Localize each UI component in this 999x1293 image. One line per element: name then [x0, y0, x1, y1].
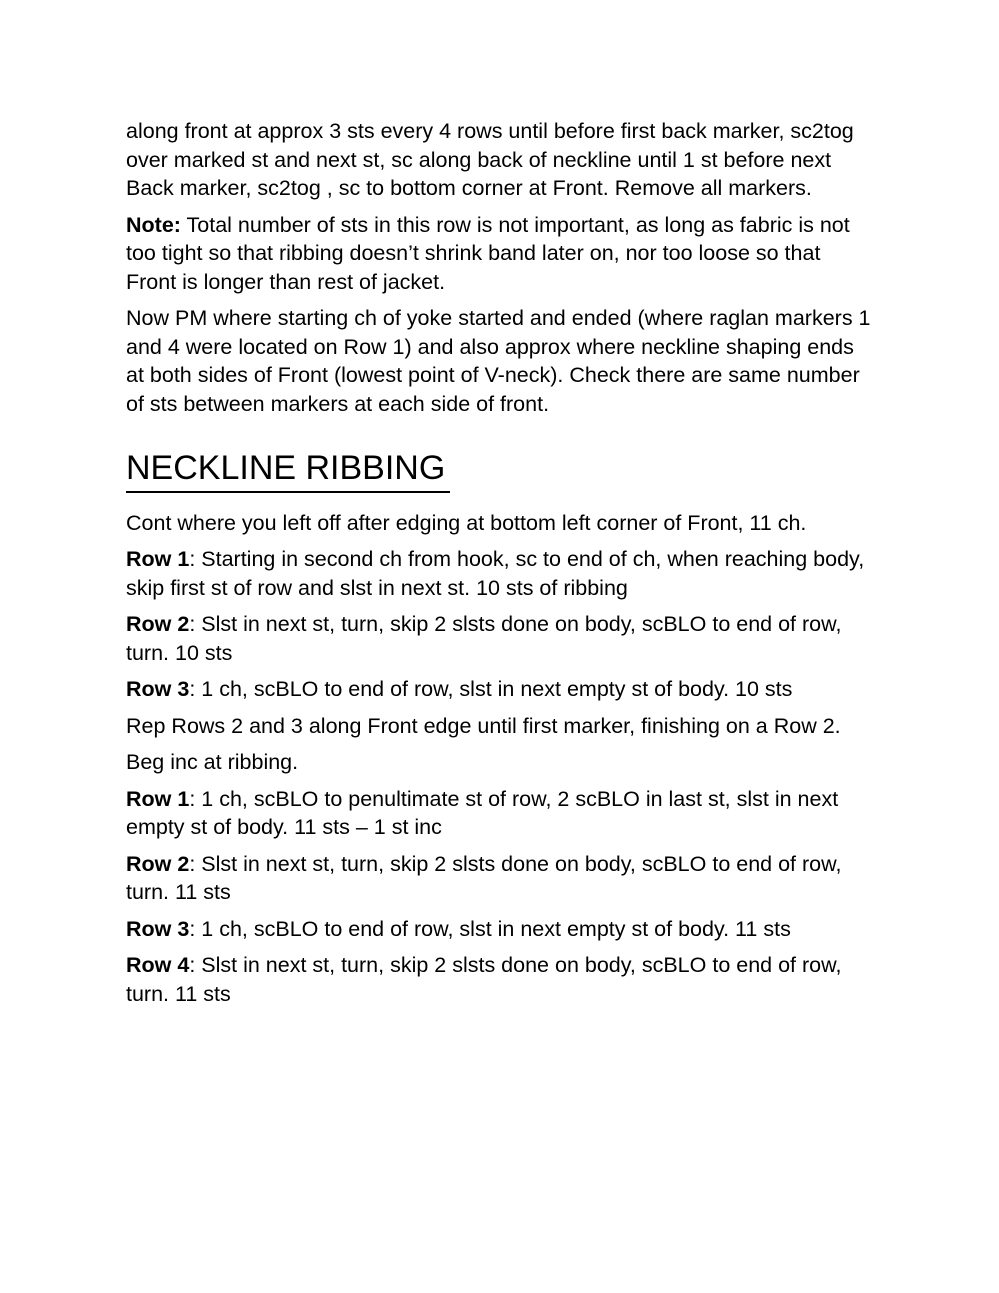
row-instruction [126, 610, 871, 667]
markers-paragraph: Now PM where starting ch of yoke started and ended (where raglan markers 1 and 4 were located on Row 1) and also approx where neckline shaping ends at both sides of Front (lowest point of V-neck). Check there are same number of sts between markers at each side of front. [126, 306, 871, 416]
row-instruction [126, 915, 871, 944]
row-text: : Slst in next st, turn, skip 2 slsts done on body, scBLO to end of row, turn. 11 sts [126, 953, 842, 1006]
intro-paragraph: along front at approx 3 sts every 4 rows until before first back marker, sc2tog over marked st and next st, sc along back of neckline until 1 st before next Back marker, sc2tog , sc to bottom corner at Front. Remove all markers. [126, 119, 854, 200]
row-label: Row 3 [126, 916, 190, 941]
repeat-paragraph: Rep Rows 2 and 3 along Front edge until first marker, finishing on a Row 2. [126, 713, 841, 738]
row-instruction [126, 951, 871, 1008]
row-text: : Slst in next st, turn, skip 2 slsts done on body, scBLO to end of row, turn. 10 sts [126, 612, 842, 665]
row-label: Row 1 [126, 786, 190, 811]
row-text: : 1 ch, scBLO to end of row, slst in next empty st of body. 11 sts [189, 916, 791, 941]
row-label: Row 4 [126, 953, 190, 977]
increase-paragraph: Beg inc at ribbing. [126, 750, 299, 774]
note-label: Note: [126, 212, 181, 237]
row-instruction [126, 545, 871, 602]
row-instruction [126, 785, 871, 842]
row-label: Row 2 [126, 851, 190, 876]
heading-underline [126, 491, 450, 493]
note-text: Total number of sts in this row is not important, as long as fabric is not too tight so that ribbing doesn’t shrink band later on, nor too loose so that Front is longer than rest of jacket. [126, 212, 850, 294]
row-text: : Slst in next st, turn, skip 2 slsts done on body, scBLO to end of row, turn. 11 sts [126, 851, 842, 904]
row-label: Row 2 [126, 612, 190, 636]
note-paragraph [126, 211, 871, 297]
row-instruction [126, 850, 871, 907]
section-heading: NECKLINE RIBBING [126, 449, 446, 487]
row-label: Row 1 [126, 547, 190, 571]
row-text: : Starting in second ch from hook, sc to end of ch, when reaching body, skip first st of row and slst in next st. 10 sts of ribbing [126, 547, 865, 600]
row-text: : 1 ch, scBLO to end of row, slst in next empty st of body. 10 sts [189, 677, 793, 701]
row-label: Row 3 [126, 677, 190, 701]
document-page [126, 117, 871, 1016]
row-instruction [126, 675, 871, 704]
row-text: : 1 ch, scBLO to penultimate st of row, 2 scBLO in last st, slst in next empty st of body. 11 sts – 1 st inc [126, 786, 839, 839]
section-intro: Cont where you left off after edging at bottom left corner of Front, 11 ch. [126, 510, 807, 535]
